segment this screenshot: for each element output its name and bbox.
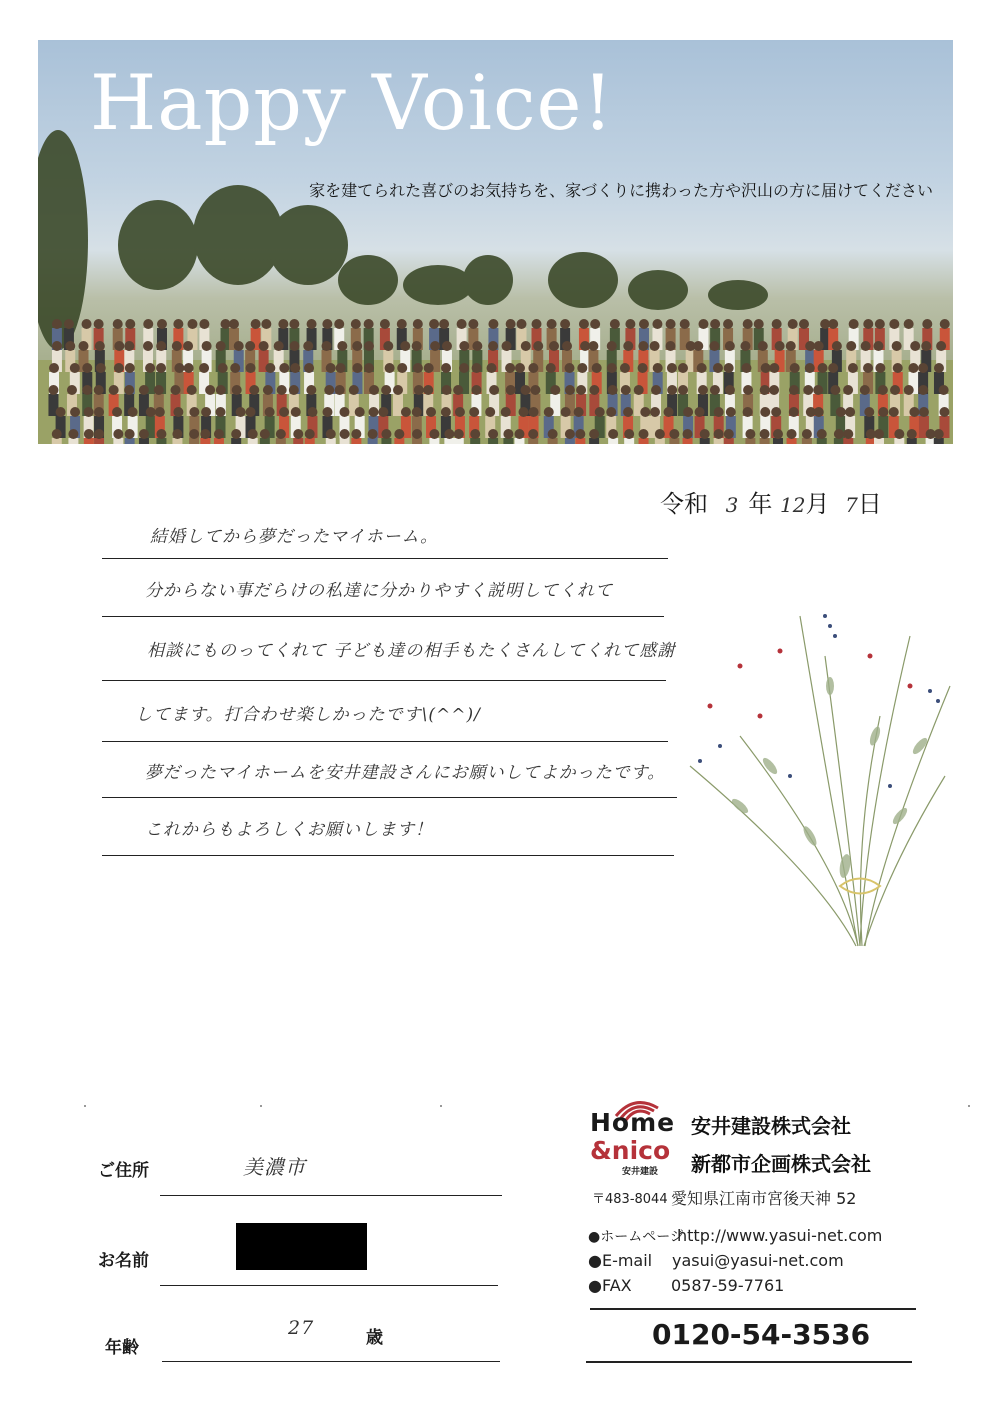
date-month: 12: [780, 493, 806, 517]
fax-value: 0587-59-7761: [671, 1276, 785, 1295]
message-rule-3: [102, 680, 666, 681]
age-rule: [162, 1361, 500, 1362]
company-name-1: 安井建設株式会社: [691, 1114, 851, 1138]
date-month-unit: 月: [805, 490, 830, 518]
address-label: ご住所: [98, 1161, 149, 1181]
fax-label: ●FAX: [588, 1276, 632, 1295]
company-phone[interactable]: 0120-54-3536: [652, 1318, 871, 1351]
phone-rule-bottom: [586, 1361, 912, 1363]
date-year: 3: [725, 493, 739, 517]
age-unit: 歳: [366, 1328, 383, 1348]
scan-mark: [84, 1105, 86, 1107]
message-rule-6: [102, 855, 674, 856]
page-subtitle: 家を建てられた喜びのお気持ちを、家づくりに携わった方や沢山の方に届けてください: [309, 181, 933, 200]
phone-rule-top: [590, 1308, 916, 1310]
date-year-unit: 年: [748, 490, 773, 518]
message-line-6: これからもよろしくお願いします！: [145, 820, 433, 840]
name-label: お名前: [98, 1251, 149, 1271]
scan-mark: [968, 1105, 970, 1107]
address-value: 美濃市: [243, 1155, 306, 1179]
date-day: 7: [845, 493, 858, 517]
scan-mark: [260, 1105, 262, 1107]
page-title: Happy Voice!: [90, 58, 615, 147]
name-rule: [160, 1285, 498, 1286]
message-rule-4: [102, 741, 668, 742]
date-day-unit: 日: [857, 490, 882, 518]
message-line-4: してます。打合わせ楽しかったです\(^^)/: [135, 705, 481, 725]
address-rule: [160, 1195, 502, 1196]
logo-sub-text: 安井建設: [622, 1167, 659, 1177]
homepage-link[interactable]: http://www.yasui-net.com: [677, 1226, 883, 1245]
logo-home-text: Home: [590, 1108, 676, 1137]
homepage-label: ●ホームページ: [588, 1229, 684, 1245]
header-photo: [38, 40, 953, 444]
age-value: 27: [288, 1317, 315, 1339]
scan-mark: [440, 1105, 442, 1107]
message-line-2: 分からない事だらけの私達に分かりやすく説明してくれて: [145, 581, 613, 601]
company-address: 愛知県江南市宮後天神 52: [671, 1189, 857, 1208]
message-rule-2: [102, 616, 664, 617]
company-postal: 〒483-8044: [592, 1192, 668, 1207]
company-logo: [588, 1094, 688, 1182]
company-name-2: 新都市企画株式会社: [691, 1152, 871, 1176]
message-rule-1: [102, 558, 668, 559]
date-field: [660, 484, 882, 519]
bouquet-illustration: [680, 596, 960, 956]
message-line-5: 夢だったマイホームを安井建設さんにお願いしてよかったです。: [145, 763, 666, 783]
message-line-1: 結婚してから夢だったマイホーム。: [150, 527, 439, 547]
name-redaction: [236, 1223, 367, 1270]
email-link[interactable]: yasui@yasui-net.com: [672, 1251, 844, 1270]
message-rule-5: [102, 797, 677, 798]
email-label: ●E-mail: [588, 1251, 653, 1270]
logo-nico-text: &nico: [590, 1136, 671, 1165]
date-era: 令和: [660, 490, 708, 518]
age-label: 年齢: [105, 1338, 139, 1358]
message-line-3: 相談にものってくれて 子ども達の相手もたくさんしてくれて感謝: [147, 641, 676, 661]
